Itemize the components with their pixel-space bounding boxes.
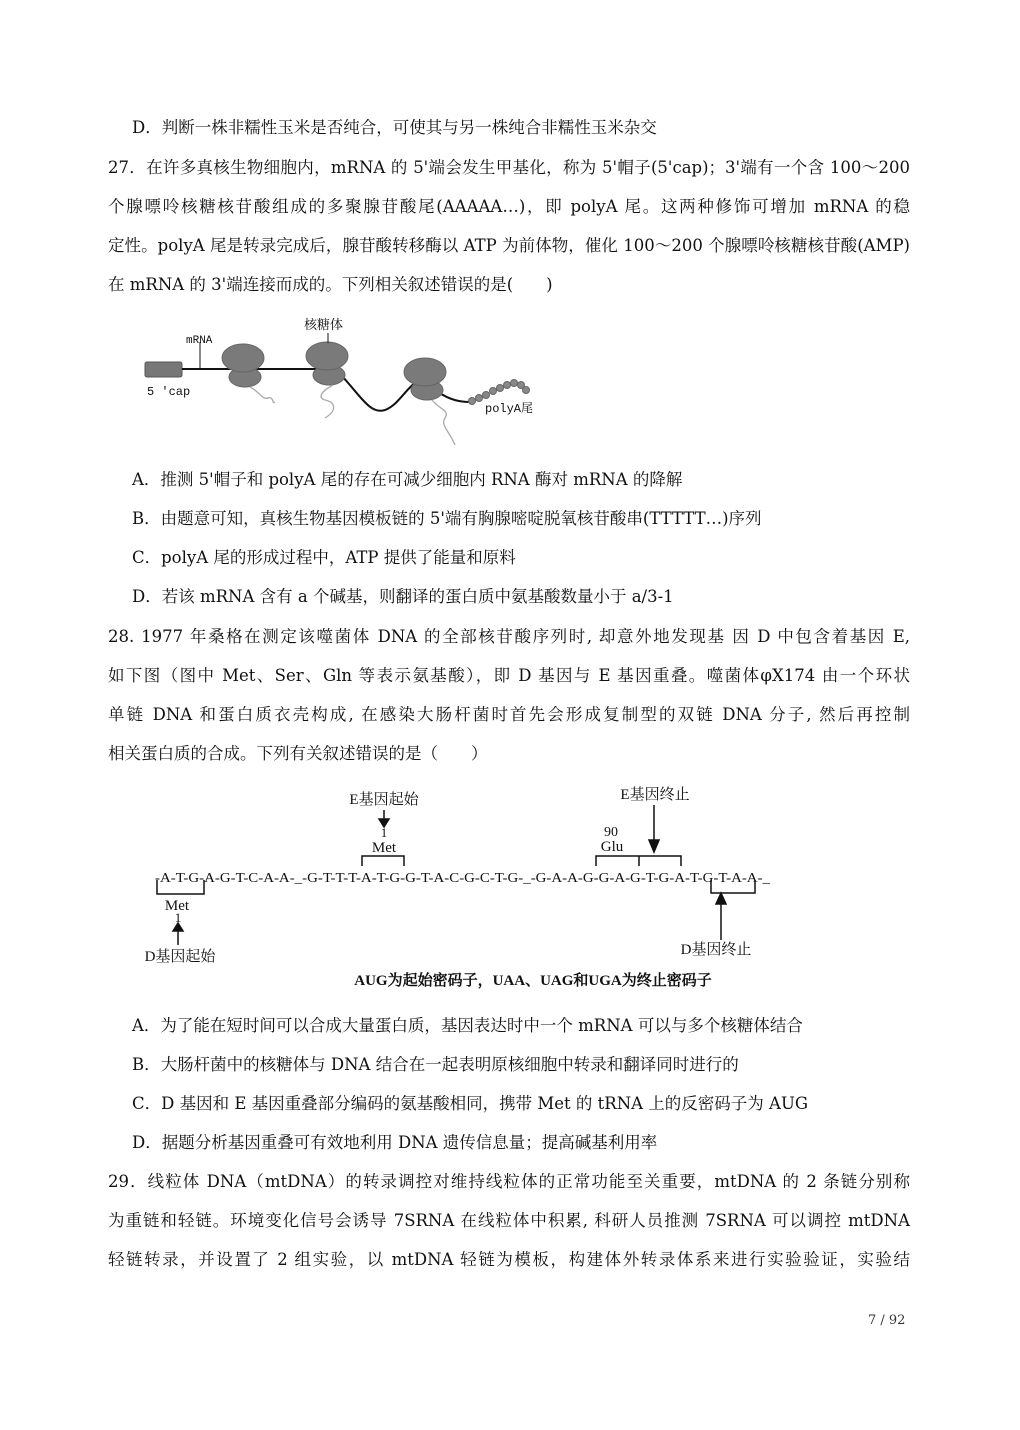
q29-stem-line: 为重链和轻链。环境变化信号会诱导 7SRNA 在线粒体中积累, 科研人员推测 7SRNA 可以调控 mtDNA — [108, 1211, 910, 1230]
q27-stem-line: 27．在许多真核生物细胞内，mRNA 的 5'端会发生甲基化，称为 5'帽子(5'cap)；3'端有一个含 100～200 — [108, 158, 910, 177]
q28-option-b: B．大肠杆菌中的核糖体与 DNA 结合在一起表明原核细胞中转录和翻译同时进行的 — [132, 1055, 739, 1074]
ribosome-label: 核糖体 — [304, 317, 344, 332]
page-number: 7 / 92 — [868, 1313, 906, 1328]
glu-position: 90 — [604, 825, 618, 840]
q27-stem-line: 个腺嘌呤核糖核苷酸组成的多聚腺苷酸尾(AAAAA…)，即 polyA 尾。这两种修饰可增加 mRNA 的稳 — [108, 197, 910, 216]
mrna-ribosome-figure — [145, 317, 533, 445]
q27-option-c: C．polyA 尾的形成过程中，ATP 提供了能量和原料 — [132, 548, 516, 567]
polya-beads — [469, 380, 530, 405]
d-start-position: 1 — [174, 910, 182, 925]
q28-stem-line: 28. 1977 年桑格在测定该噬菌体 DNA 的全部核苷酸序列时, 却意外地发现基 因 D 中包含着基因 E, — [108, 627, 910, 646]
q27-stem-line: 在 mRNA 的 3'端连接而成的。下列相关叙述错误的是( ) — [108, 275, 553, 294]
q29-stem-line: 轻链转录，并设置了 2 组实验，以 mtDNA 轻链为模板，构建体外转录体系来进行实验验证，实验结 — [108, 1250, 910, 1269]
q27-option-a: A．推测 5'帽子和 polyA 尾的存在可减少细胞内 RNA 酶对 mRNA 的降解 — [132, 470, 683, 489]
dna-sequence: -A-T-G-A-G-T-C-A-A-_-G-T-T-T-A-T-G-G-T-A-C-G-C-T-G-_-G-A-A-G-G-A-G-T-G-A-T-G-T-A-A-_ — [155, 870, 771, 885]
cap-shape — [145, 362, 182, 377]
mrna-label: mRNA — [186, 335, 213, 347]
d-stop-arrowhead — [716, 893, 726, 904]
e-start-met: Met — [371, 840, 397, 856]
e-start-position: 1 — [380, 825, 388, 840]
q28-stem-line: 相关蛋白质的合成。下列有关叙述错误的是（ ） — [108, 744, 488, 763]
d-start-label: D基因起始 — [144, 949, 216, 965]
e-stop-label: E基因终止 — [620, 787, 690, 803]
mrna-strand — [438, 392, 470, 402]
q27-stem-line: 定性。polyA 尾是转录完成后，腺苷酸转移酶以 ATP 为前体物，催化 100～200 个腺嘌呤核糖核苷酸(AMP) — [108, 236, 910, 255]
glu-label: Glu — [600, 839, 624, 855]
q28-option-c: C．D 基因和 E 基因重叠部分编码的氨基酸相同，携带 Met 的 tRNA 上的反密码子为 AUG — [132, 1094, 809, 1113]
d-stop-label: D基因终止 — [680, 942, 752, 958]
codon-caption: AUG为起始密码子，UAA、UAG和UGA为终止密码子 — [354, 973, 712, 989]
cap-label: 5 'cap — [147, 385, 191, 399]
mrna-strand — [341, 375, 415, 411]
d-start-met: Met — [164, 898, 190, 914]
q28-stem-line: 如下图（图中 Met、Ser、Gln 等表示氨基酸），即 D 基因与 E 基因重叠。噬菌体φX174 由一个环状 — [108, 666, 910, 685]
e-stop-arrowhead — [649, 840, 659, 852]
q26-option-d: D．判断一株非糯性玉米是否纯合，可使其与另一株纯合非糯性玉米杂交 — [132, 118, 657, 137]
q27-option-d: D．若该 mRNA 含有 a 个碱基，则翻译的蛋白质中氨基酸数量小于 a/3-1 — [132, 587, 674, 606]
q29-stem-line: 29．线粒体 DNA（mtDNA）的转录调控对维持线粒体的正常功能至关重要，mtDNA 的 2 条链分别称 — [108, 1172, 910, 1191]
q28-option-d: D．据题分析基因重叠可有效地利用 DNA 遗传信息量；提高碱基利用率 — [132, 1133, 658, 1152]
e-start-label: E基因起始 — [349, 792, 419, 808]
q27-option-b: B．由题意可知，真核生物基因模板链的 5'端有胸腺嘧啶脱氧核苷酸串(TTTTT…)序列 — [132, 509, 762, 528]
q28-stem-line: 单链 DNA 和蛋白质衣壳构成, 在感染大肠杆菌时首先会形成复制型的双链 DNA 分子, 然后再控制 — [108, 705, 910, 724]
q28-option-a: A．为了能在短时间可以合成大量蛋白质，基因表达时中一个 mRNA 可以与多个核糖体结合 — [132, 1016, 803, 1035]
polya-label: polyA尾 — [485, 402, 534, 416]
e-met-bracket — [362, 856, 404, 866]
